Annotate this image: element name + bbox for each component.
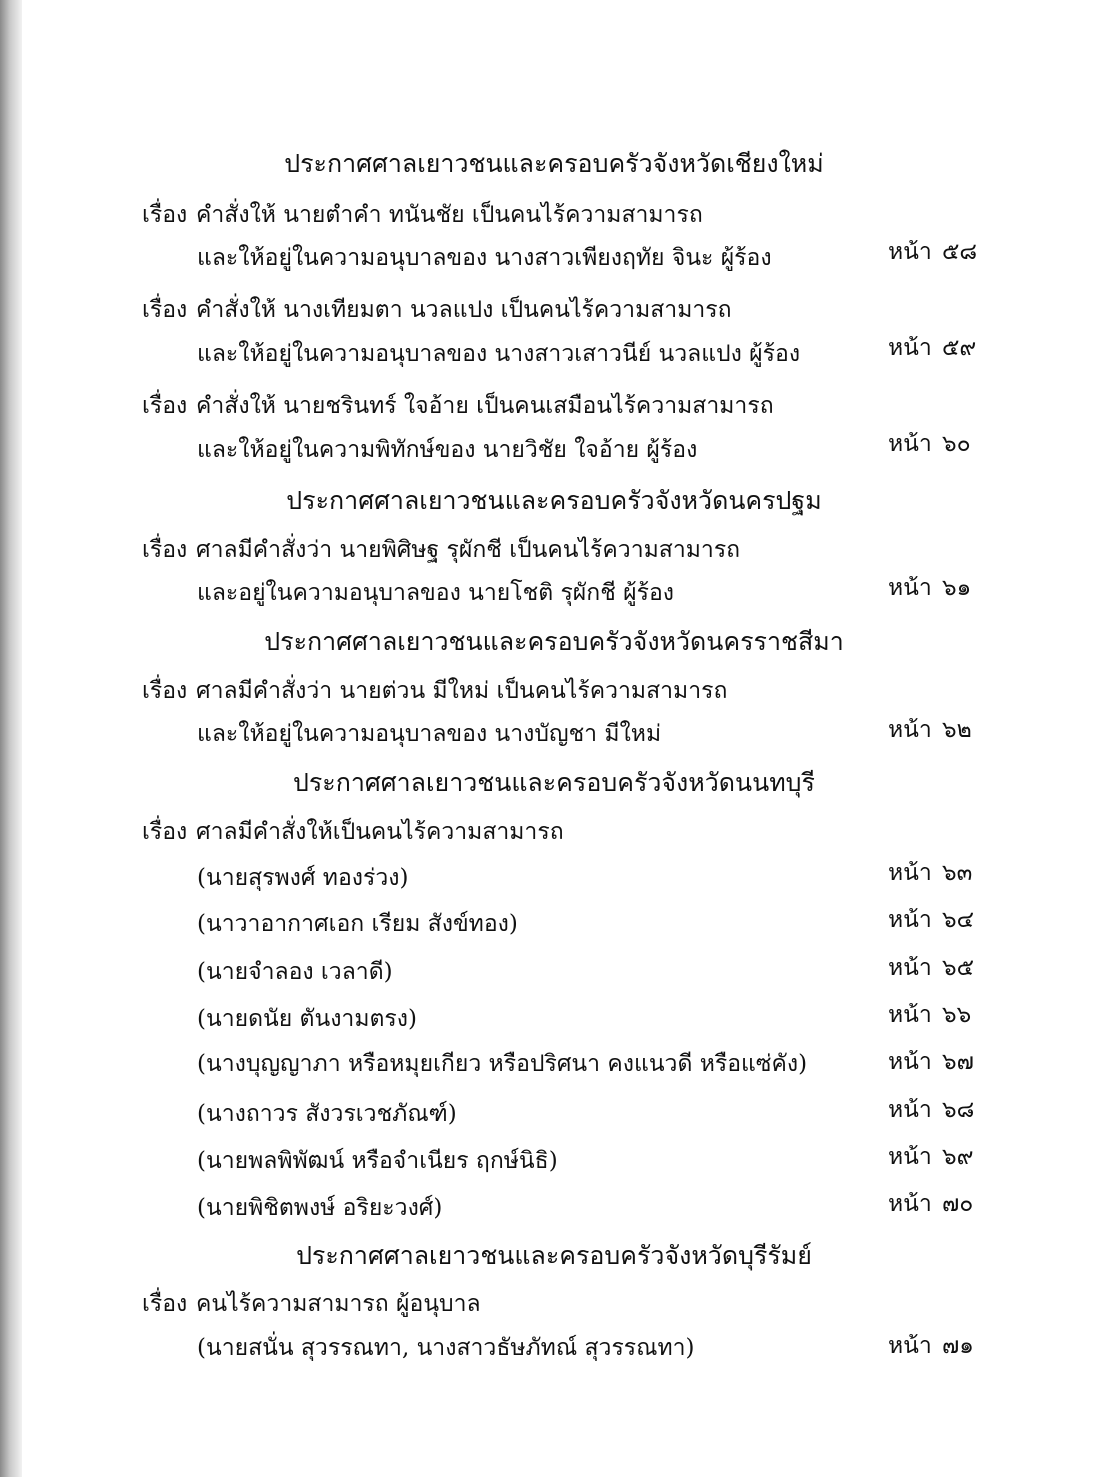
topic-line	[142, 197, 703, 233]
topic-label: เรื่อง	[142, 202, 188, 228]
topic-line	[142, 1286, 481, 1322]
topic-line	[142, 532, 740, 568]
topic-text: ศาลมีคำสั่งว่า นายต่วน มีใหม่ เป็นคนไร้ความสามารถ	[196, 678, 728, 704]
name-entry: (นาวาอากาศเอก เรียม สังข์ทอง)	[197, 911, 518, 937]
page-label: หน้า	[888, 1097, 932, 1123]
page-number: ๗๑	[942, 1333, 974, 1359]
topic-label: เรื่อง	[142, 393, 188, 419]
page-number: ๕๘	[942, 239, 978, 265]
section-heading-nakhonratchasima: ประกาศศาลเยาวชนและครอบครัวจังหวัดนครราชสีมา	[264, 627, 844, 656]
name-entry: (นายสนั่น สุวรรณทา, นางสาวธัษภัทณ์ สุวรรณทา)	[197, 1335, 695, 1361]
section-heading-nakhonpathom: ประกาศศาลเยาวชนและครอบครัวจังหวัดนครปฐม	[286, 486, 822, 515]
topic-line	[142, 673, 727, 709]
topic-line	[142, 814, 564, 850]
topic-line	[142, 388, 774, 424]
page-label: หน้า	[888, 239, 932, 265]
page-label: หน้า	[888, 955, 932, 981]
page-label: หน้า	[888, 1191, 932, 1217]
page-number: ๖๒	[942, 717, 972, 743]
topic-text: คำสั่งให้ นายตำคำ ทนันชัย เป็นคนไร้ความสามารถ	[196, 202, 703, 228]
section-heading-nonthaburi: ประกาศศาลเยาวชนและครอบครัวจังหวัดนนทบุรี	[293, 768, 815, 797]
page-number: ๗๐	[942, 1191, 974, 1217]
detail-line: และให้อยู่ในความอนุบาลของ นางสาวเสาวนีย์ นวลแปง ผู้ร้อง	[197, 341, 801, 367]
page-label: หน้า	[888, 575, 932, 601]
page-label: หน้า	[888, 1002, 932, 1028]
page-number: ๖๘	[942, 1097, 975, 1123]
detail-line: และให้อยู่ในความอนุบาลของ นางสาวเพียงฤทัย จินะ ผู้ร้อง	[197, 245, 772, 271]
topic-label: เรื่อง	[142, 297, 188, 323]
detail-line: และให้อยู่ในความพิทักษ์ของ นายวิชัย ใจอ้าย ผู้ร้อง	[197, 437, 698, 463]
topic-label: เรื่อง	[142, 819, 188, 845]
section-heading-chiangmai: ประกาศศาลเยาวชนและครอบครัวจังหวัดเชียงใหม่	[284, 149, 824, 178]
name-entry: (นายพิชิตพงษ์ อริยะวงศ์)	[197, 1195, 443, 1221]
topic-label: เรื่อง	[142, 678, 188, 704]
page-label: หน้า	[888, 1049, 932, 1075]
topic-label: เรื่อง	[142, 1291, 188, 1317]
page-number: ๖๓	[942, 860, 973, 886]
name-entry: (นางถาวร สังวรเวชภัณฑ์)	[197, 1101, 457, 1127]
page-number: ๖๖	[942, 1002, 972, 1028]
name-entry: (นายดนัย ตันงามตรง)	[197, 1006, 417, 1032]
page-label: หน้า	[888, 1144, 932, 1170]
page-number: ๖๑	[942, 575, 972, 601]
detail-line: และอยู่ในความอนุบาลของ นายโชติ รุผักชี ผู้ร้อง	[197, 580, 674, 606]
page-number: ๕๙	[942, 335, 977, 361]
name-entry: (นายพลพิพัฒน์ หรือจำเนียร ฤกษ์นิธิ)	[197, 1148, 558, 1174]
detail-line: และให้อยู่ในความอนุบาลของ นางบัญชา มีใหม่	[197, 721, 662, 747]
page-number: ๖๔	[942, 907, 975, 933]
page-label: หน้า	[888, 860, 932, 886]
page-label: หน้า	[888, 717, 932, 743]
page-number: ๖๐	[942, 431, 971, 457]
topic-text: คำสั่งให้ นางเทียมตา นวลแปง เป็นคนไร้ความสามารถ	[196, 297, 732, 323]
page-label: หน้า	[888, 1333, 932, 1359]
page-label: หน้า	[888, 907, 932, 933]
name-entry: (นางบุญญาภา หรือหมุยเกียว หรือปริศนา คงแนวดี หรือแซ่คัง)	[197, 1051, 808, 1077]
page-number: ๖๗	[942, 1049, 974, 1075]
topic-text: ศาลมีคำสั่งว่า นายพิศิษฐ รุผักชี เป็นคนไร้ความสามารถ	[196, 537, 741, 563]
section-heading-buriram: ประกาศศาลเยาวชนและครอบครัวจังหวัดบุรีรัมย์	[296, 1241, 812, 1270]
name-entry: (นายสุรพงศ์ ทองร่วง)	[197, 865, 409, 891]
page-number: ๖๙	[942, 1144, 974, 1170]
page-number: ๖๕	[942, 955, 975, 981]
page-label: หน้า	[888, 335, 932, 361]
name-entry: (นายจำลอง เวลาดี)	[197, 959, 393, 985]
topic-text: ศาลมีคำสั่งให้เป็นคนไร้ความสามารถ	[196, 819, 564, 845]
topic-label: เรื่อง	[142, 537, 188, 563]
topic-text: คำสั่งให้ นายชรินทร์ ใจอ้าย เป็นคนเสมือนไร้ความสามารถ	[196, 393, 774, 419]
topic-line	[142, 292, 732, 328]
topic-text: คนไร้ความสามารถ ผู้อนุบาล	[196, 1291, 481, 1317]
page-label: หน้า	[888, 431, 932, 457]
